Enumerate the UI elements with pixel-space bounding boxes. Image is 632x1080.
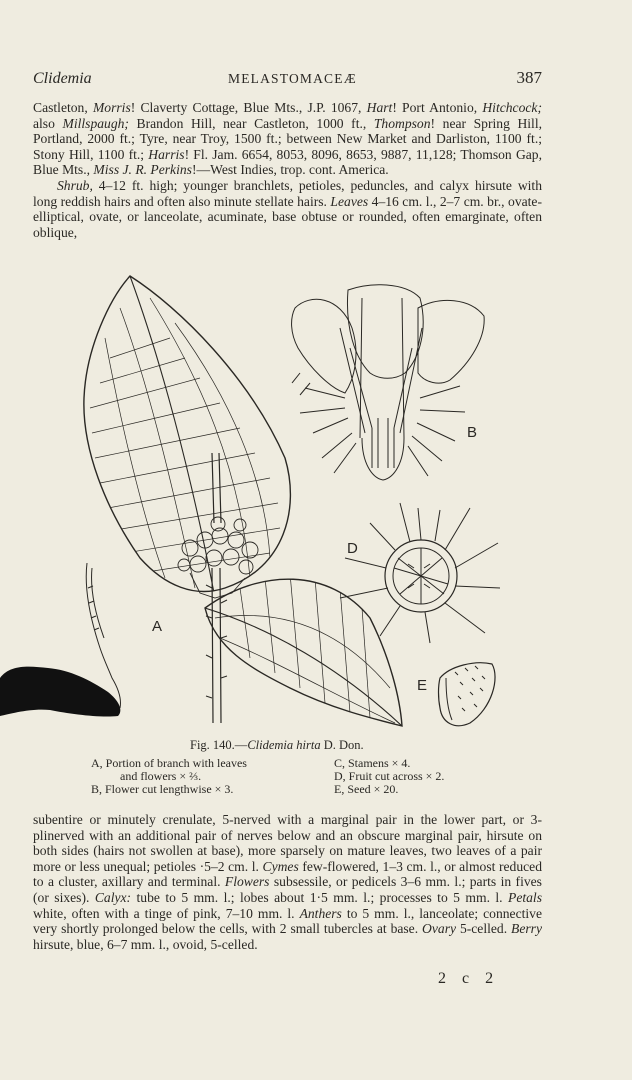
text-run: 4–16 cm. l., 2–7 cm. br., ovate-elliptical, ovate, or lanceolate, acuminate, base obtuse or rounded, often emarginate, often oblique, — [33, 193, 542, 240]
text-run: 5-celled. — [456, 921, 512, 937]
text-run: few-flowered, 1–3 cm. l., or almost reduced to a cluster, axillary and terminal. — [33, 858, 542, 890]
text-run: !—West Indies, trop. cont. America. — [191, 162, 389, 178]
caption-right-column: C, Stamens × 4. D, Fruit cut across × 2. E, Seed × 20. — [334, 756, 445, 796]
caption-left-column: A, Portion of branch with leaves and flowers × ⅔. B, Flower cut lengthwise × 3. — [91, 756, 247, 796]
figure-label-b: B — [467, 424, 478, 441]
text-run: Castleton, — [33, 100, 93, 115]
running-head-genus: Clidemia — [33, 70, 92, 87]
page-header — [33, 70, 542, 92]
running-head-family: MELASTOMACEÆ — [228, 71, 357, 86]
italic-term: Calyx: — [94, 889, 132, 905]
text-run: ! Fl. Jam. 6654, 8053, 8096, 8653, 9887, 11,128; Thomson Gap, Blue Mts., — [33, 146, 542, 178]
text-run: tube to 5 mm. l.; lobes about 1·5 mm. l.; processes to 5 mm. l. — [131, 889, 509, 905]
text-run: hirsute, blue, 6–7 mm. l., ovoid, 5-celled. — [33, 936, 258, 952]
text-run: 4–12 ft. high; younger branchlets, petioles, peduncles, and calyx hirsute with long reddish hairs and often also minute stellate hairs. — [33, 177, 542, 209]
paragraph-description-continued — [33, 812, 542, 952]
italic-term: Petals — [508, 889, 542, 905]
caption-title: Fig. 140.—Clidemia hirta D. Don. — [190, 738, 364, 752]
figure-label-d: D — [347, 540, 358, 557]
figure-d-fruit — [340, 503, 500, 643]
italic-term: Shrub, — [57, 177, 93, 193]
bottom-text-block — [33, 812, 542, 952]
italic-term: Morris — [92, 100, 131, 115]
text-run: also — [33, 115, 63, 131]
figure-b-flower — [292, 285, 485, 480]
italic-term: Hitchcock; — [482, 100, 542, 115]
italic-term: Berry — [511, 921, 542, 937]
text-run: ! Port Antonio, — [392, 100, 483, 115]
text-run: white, often with a tinge of pink, 7–10 mm. l. — [33, 905, 300, 921]
italic-term: Thompson — [373, 115, 431, 131]
text-run: Brandon Hill, near Castleton, 1000 ft., — [128, 115, 374, 131]
page-number: 387 — [516, 68, 542, 87]
text-run: to 5 mm. l., lanceolate; connective very shortly prolonged below the cells, with 2 small tubercles at base. — [33, 905, 542, 937]
figure-label-e: E — [417, 677, 428, 694]
italic-term: Cymes — [262, 858, 299, 874]
italic-term: Leaves — [330, 193, 369, 209]
figure-illustration — [0, 268, 632, 738]
italic-term: Harris — [148, 146, 185, 162]
figure-label-a: A — [152, 618, 163, 635]
italic-term: Anthers — [299, 905, 342, 921]
italic-term: Millspaugh; — [62, 115, 129, 131]
top-text-block — [33, 100, 542, 240]
paragraph-description-start — [33, 178, 542, 240]
signature-mark: 2 c 2 — [438, 970, 500, 987]
italic-term: Ovary — [422, 921, 457, 937]
botanical-figure — [0, 268, 632, 738]
italic-term: Flowers — [224, 874, 270, 890]
figure-e-seed — [439, 663, 496, 726]
italic-term: Miss J. R. Perkins — [93, 162, 192, 178]
text-run: ! Claverty Cottage, Blue Mts., J.P. 1067, — [130, 100, 367, 115]
italic-term: Hart — [366, 100, 393, 115]
text-run: subentire or minutely crenulate, 5-nerved with a marginal pair in the lower part, or 3-plinerved with an additional pair of nerves below and an obscure marginal pair, hirsute on both sides (hairs not swollen at base), more sparsely on mature leaves, two leaves of a pair more or less unequal; petioles ·5–2 cm. l. — [33, 812, 542, 874]
ink-blot — [0, 667, 120, 717]
paragraph-localities — [33, 100, 542, 178]
text-run: subsessile, or pedicels 3–6 mm. l.; parts in fives (or sixes). — [33, 874, 542, 905]
figure-a-branch — [84, 276, 402, 726]
figure-caption — [0, 738, 632, 798]
text-run: ! near Spring Hill, Portland, 2000 ft.; Tyre, near Troy, 1500 ft.; between New Market and Darliston, 1100 ft.; Stony Hill, 1100 ft.; — [33, 115, 543, 162]
